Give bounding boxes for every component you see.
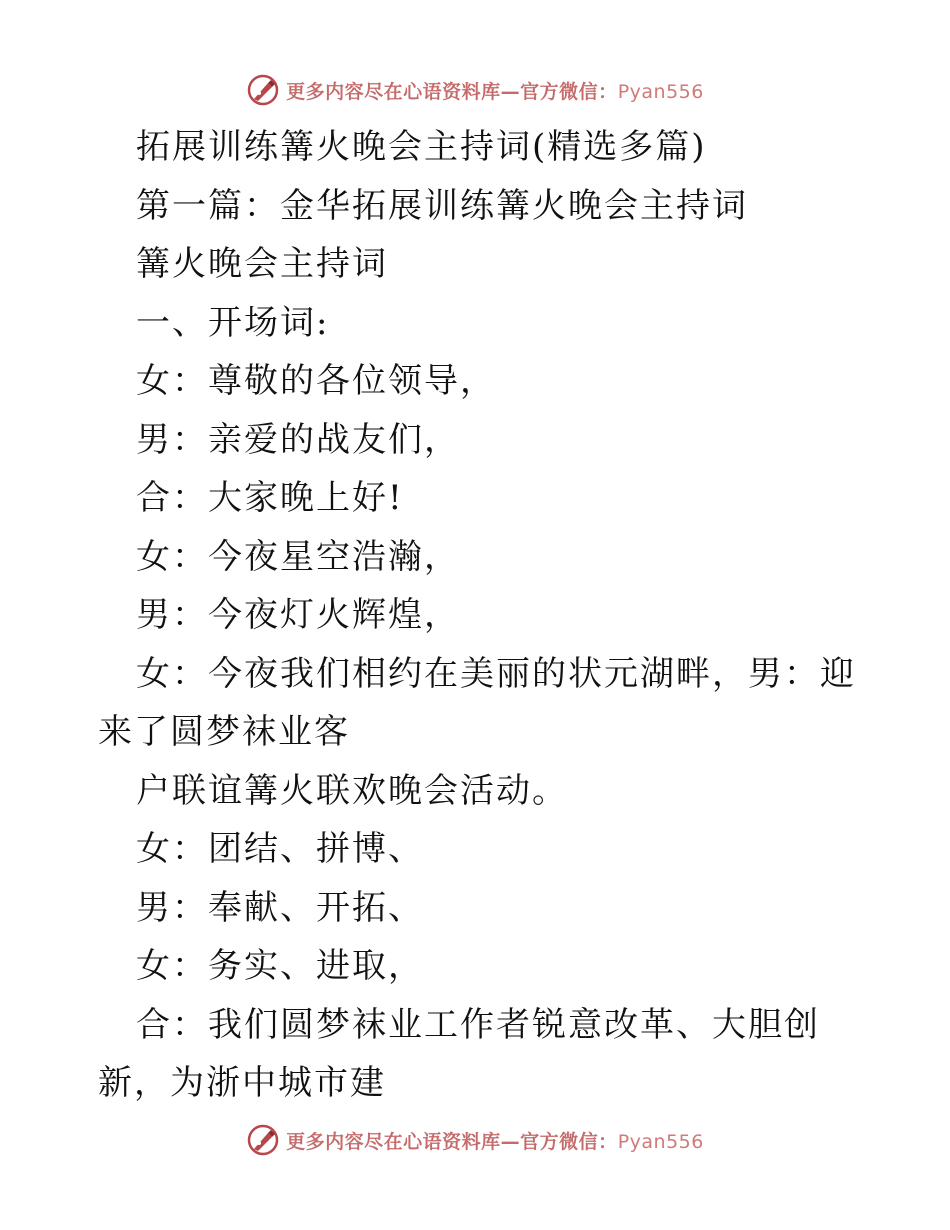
subheading: 篝火晚会主持词 bbox=[136, 244, 388, 284]
paragraph: 女：务实、进取， bbox=[136, 946, 424, 986]
paragraph: 女：团结、拼博、 bbox=[136, 829, 424, 869]
paragraph: 女：尊敬的各位领导， bbox=[136, 361, 496, 401]
header-banner-text: 更多内容尽在心语资料库—官方微信：Pyan556 bbox=[286, 80, 704, 103]
header-wechat-id: Pyan556 bbox=[617, 80, 704, 103]
paragraph: 合：我们圆梦袜业工作者锐意改革、大胆创新，为浙中城市建 bbox=[98, 1004, 820, 1103]
paragraph: 男：亲爱的战友们， bbox=[136, 419, 460, 460]
footer-banner-text: 更多内容尽在心语资料库—官方微信：Pyan556 bbox=[286, 1130, 704, 1153]
paragraph: 女：今夜星空浩瀚， bbox=[136, 536, 460, 577]
document-body bbox=[98, 118, 868, 1113]
footer-banner bbox=[0, 1120, 950, 1160]
footer-wechat-id: Pyan556 bbox=[617, 1130, 704, 1153]
paragraph: 户联谊篝火联欢晚会活动。 bbox=[136, 770, 568, 811]
header-banner bbox=[0, 70, 950, 110]
paragraph: 男：奉献、开拓、 bbox=[136, 887, 424, 928]
pen-logo-icon bbox=[246, 1123, 280, 1157]
paragraph: 合：大家晚上好! bbox=[136, 478, 404, 518]
paragraph: 一、开场词: bbox=[136, 302, 330, 343]
paragraph: 男：今夜灯火辉煌， bbox=[136, 595, 460, 635]
paragraph: 女：今夜我们相约在美丽的状元湖畔，男：迎来了圆梦袜业客 bbox=[98, 653, 856, 752]
pen-logo-icon bbox=[246, 73, 280, 107]
section-heading: 第一篇：金华拓展训练篝火晚会主持词 bbox=[136, 185, 748, 226]
document-title: 拓展训练篝火晚会主持词(精选多篇) bbox=[136, 127, 707, 167]
